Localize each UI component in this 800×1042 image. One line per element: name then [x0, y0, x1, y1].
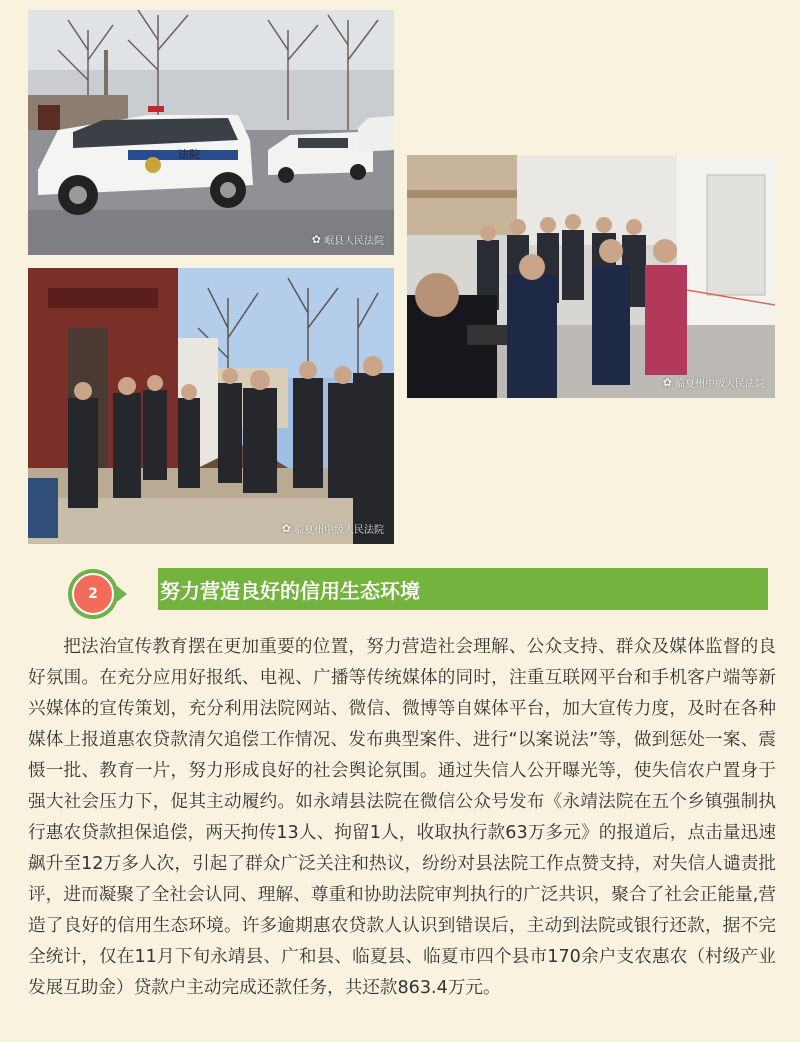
photo-village-visit-image — [28, 268, 394, 544]
photo-village-visit — [28, 268, 394, 544]
photo-watermark — [282, 521, 384, 536]
photo-group-meeting — [407, 155, 775, 398]
section-title: 努力营造良好的信用生态环境 — [158, 568, 768, 610]
photo-watermark — [663, 375, 765, 390]
watermark-text: 岷县人民法院 — [324, 236, 384, 247]
wechat-icon: ✿ — [281, 522, 291, 535]
photo-police-vehicles-image — [28, 10, 394, 255]
section-heading — [68, 566, 766, 616]
body-paragraph: 把法治宣传教育摆在更加重要的位置，努力营造社会理解、公众支持、群众及媒体监督的良好氛围。在充分应用好报纸、电视、广播等传统媒体的同时，注重互联网平台和手机客户端等新兴媒体的宣传策划，充分利用法院网站、微信、微博等自媒体平台，加大宣传力度，及时在各种媒体上报道惠农贷款清欠追偿工作情况、发布典型案件、进行“以案说法”等，做到惩处一案、震慑一批、教育一片，努力形成良好的社会舆论氛围。通过失信人公开曝光等，使失信农户置身于强大社会压力下，促其主动履约。如永靖县法院在微信公众号发布《永靖法院在五个乡镇强制执行惠农贷款担保追偿，两天拘传13人、拘留1人，收取执行款63万多元》的报道后，点击量迅速飙升至12万多人次，引起了群众广泛关注和热议，纷纷对县法院工作点赞支持，对失信人谴责批评，进而凝聚了全社会认同、理解、尊重和协助法院审判执行的广泛共识，聚合了社会正能量,营造了良好的信用生态环境。许多逾期惠农贷款人认识到错误后，主动到法院或银行还款，据不完全统计，仅在11月下旬永靖县、广和县、临夏县、临夏市四个县市170余户支农惠农（村级产业发展互助金）贷款户主动完成还款任务，共还款863.4万元。 — [28, 637, 776, 998]
photo-group-meeting-image — [407, 155, 775, 398]
badge-arrow-icon — [117, 586, 127, 602]
wechat-icon: ✿ — [662, 376, 672, 389]
watermark-text: 临夏州中级人民法院 — [294, 525, 384, 536]
photo-police-vehicles — [28, 10, 394, 255]
watermark-text: 临夏州中级人民法院 — [675, 379, 765, 390]
vehicle-door-label: 法院 — [178, 148, 200, 161]
section-number: 2 — [72, 573, 114, 615]
wechat-icon: ✿ — [311, 233, 321, 246]
photo-watermark — [312, 232, 384, 247]
section-number-badge — [68, 569, 118, 619]
